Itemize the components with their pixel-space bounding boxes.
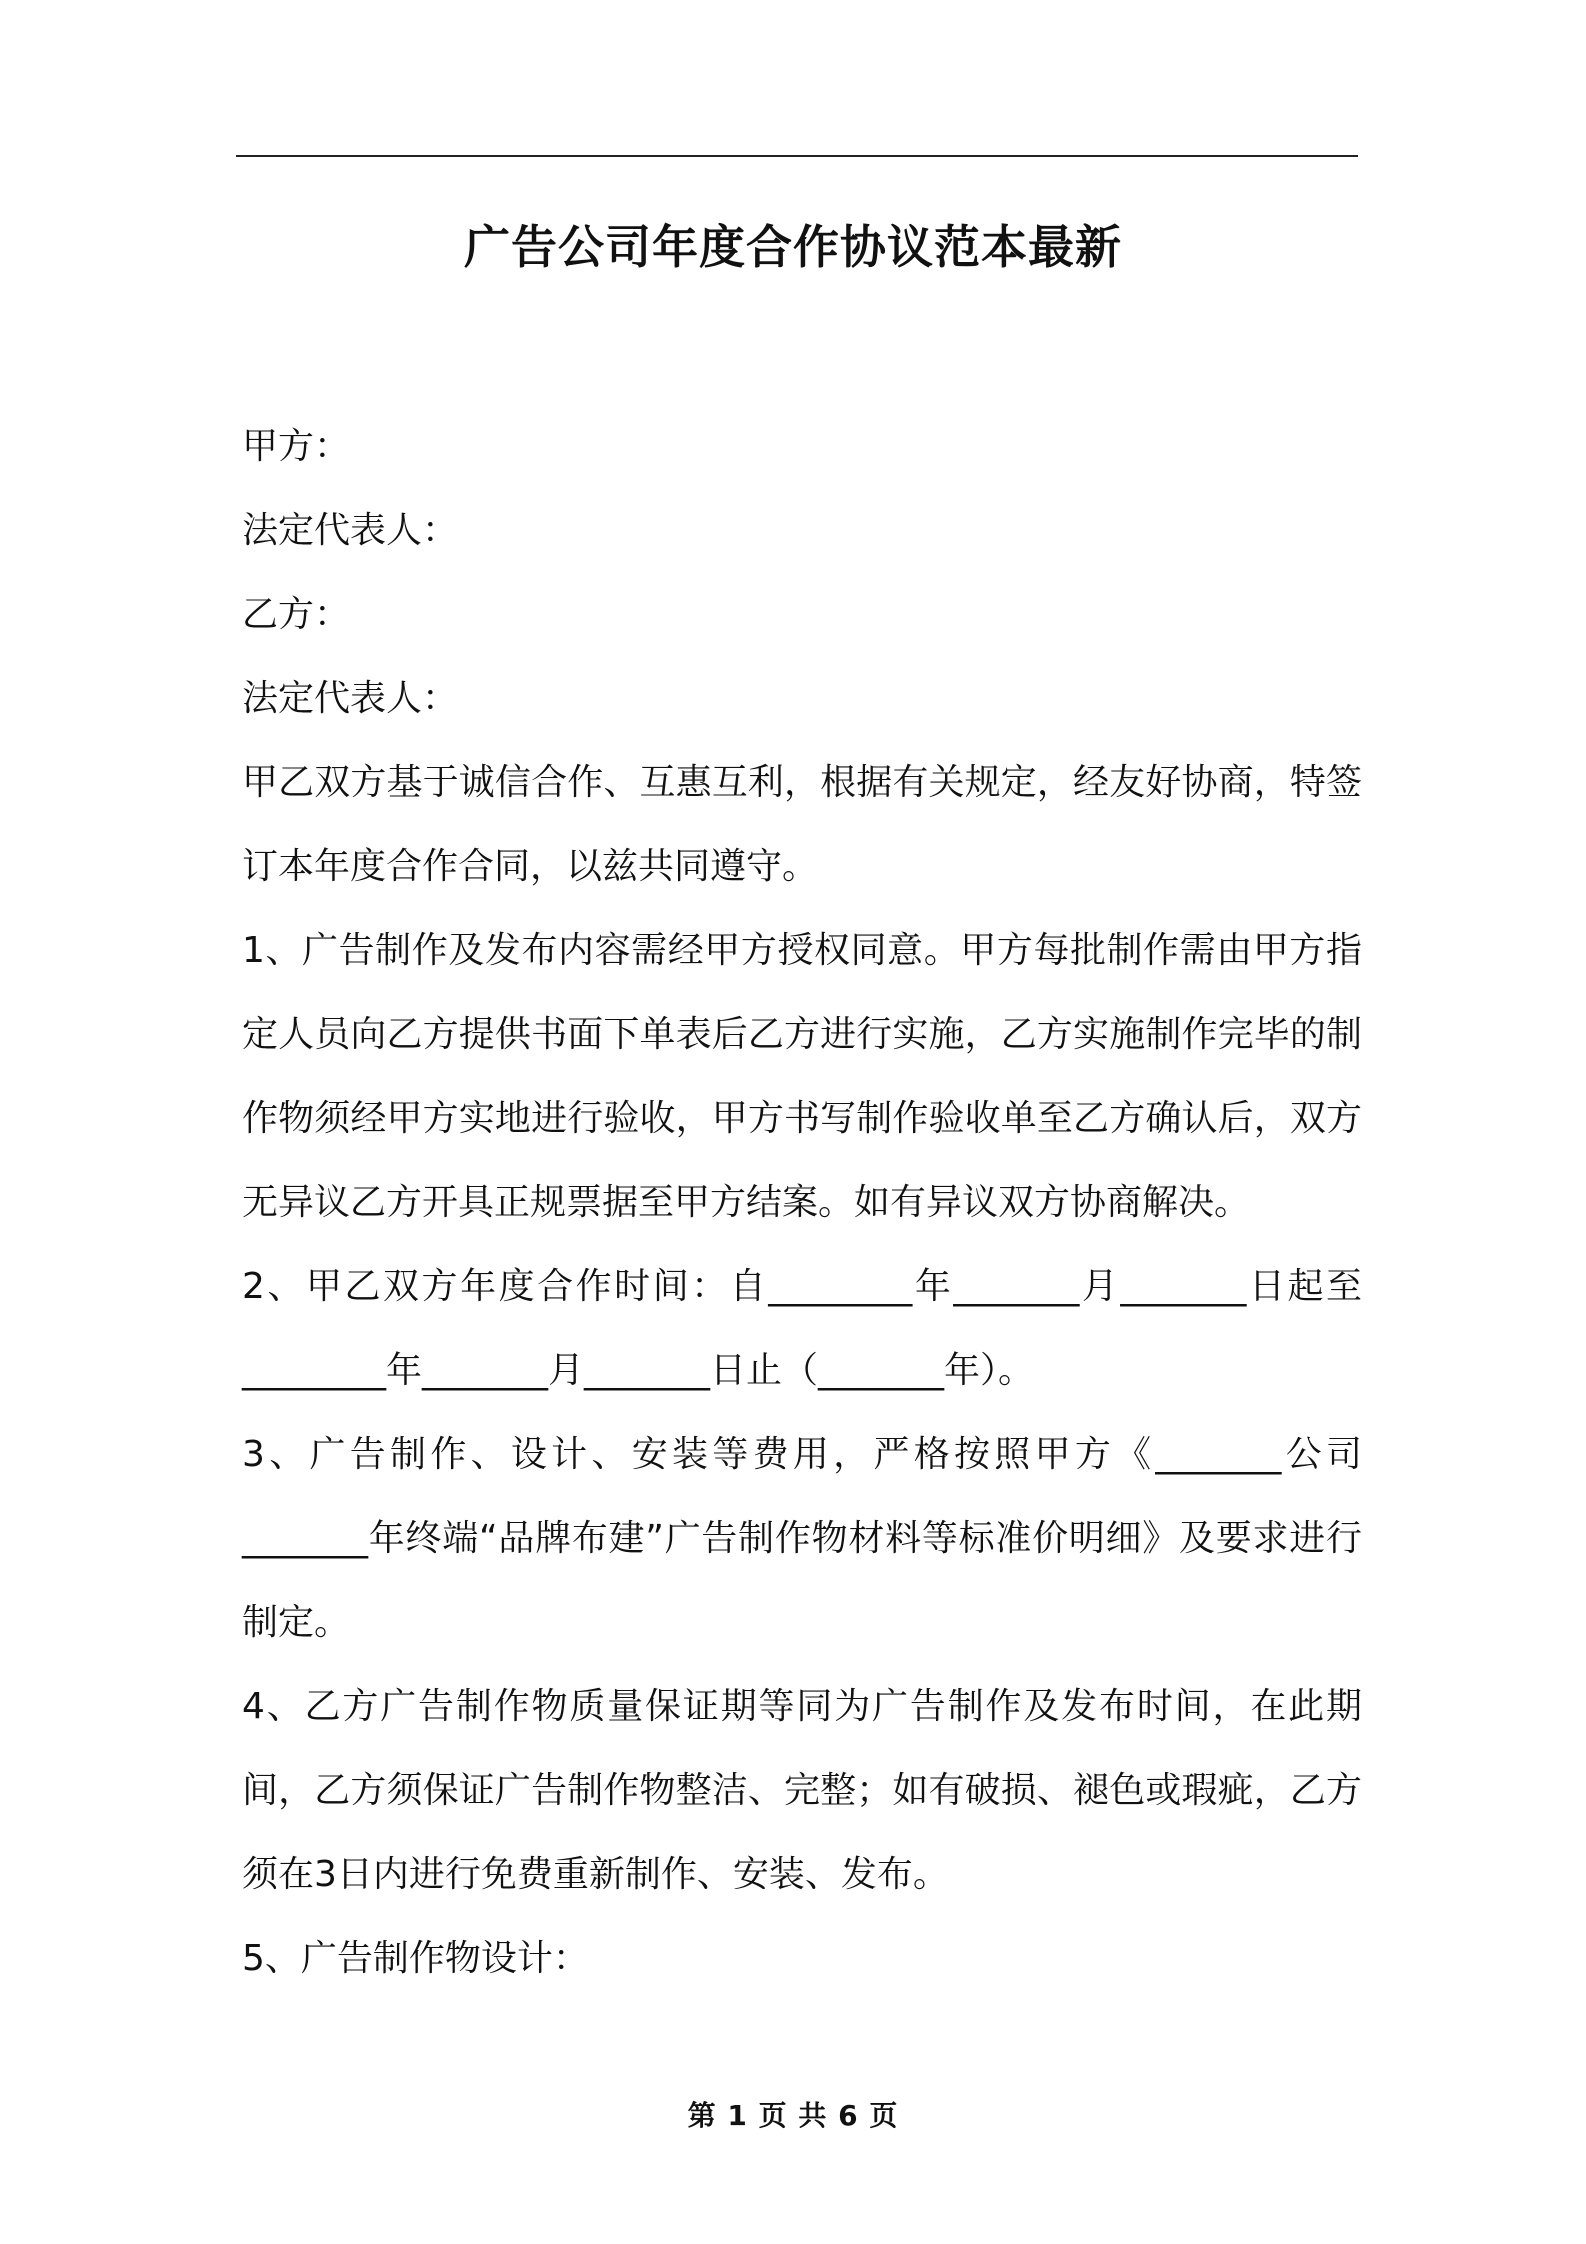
clause-2-paragraph: 2、甲乙双方年度合作时间：自________年_______月_______日起至________年_______月_______日止（_______年）。 — [242, 1266, 1362, 1391]
party-b-representative-line: 法定代表人： — [242, 678, 459, 719]
page-number-footer: 第 1 页 共 6 页 — [687, 2099, 899, 2132]
clause-1-paragraph: 1、广告制作及发布内容需经甲方授权同意。甲方每批制作需由甲方指定人员向乙方提供书面下单表后乙方进行实施，乙方实施制作完毕的制作物须经甲方实地进行验收，甲方书写制作验收单至乙方确认后，双方无异议乙方开具正规票据至甲方结案。如有异议双方协商解决。 — [242, 930, 1362, 1223]
party-b-line: 乙方： — [242, 594, 351, 635]
clause-4-paragraph: 4、乙方广告制作物质量保证期等同为广告制作及发布时间，在此期间，乙方须保证广告制作物整洁、完整；如有破损、褪色或瑕疵，乙方须在3日内进行免费重新制作、安装、发布。 — [242, 1686, 1362, 1895]
header-divider — [236, 155, 1358, 157]
document-body — [242, 405, 1362, 2001]
clause-5-paragraph: 5、广告制作物设计： — [242, 1938, 589, 1979]
party-a-line: 甲方： — [242, 426, 351, 467]
party-a-representative-line: 法定代表人： — [242, 510, 459, 551]
document-title: 广告公司年度合作协议范本最新 — [464, 220, 1122, 274]
clause-3-paragraph: 3、广告制作、设计、安装等费用，严格按照甲方《_______公司_______年终端“品牌布建”广告制作物材料等标准价明细》及要求进行制定。 — [242, 1434, 1362, 1643]
preamble-paragraph: 甲乙双方基于诚信合作、互惠互利，根据有关规定，经友好协商，特签订本年度合作合同，以兹共同遵守。 — [242, 762, 1362, 887]
